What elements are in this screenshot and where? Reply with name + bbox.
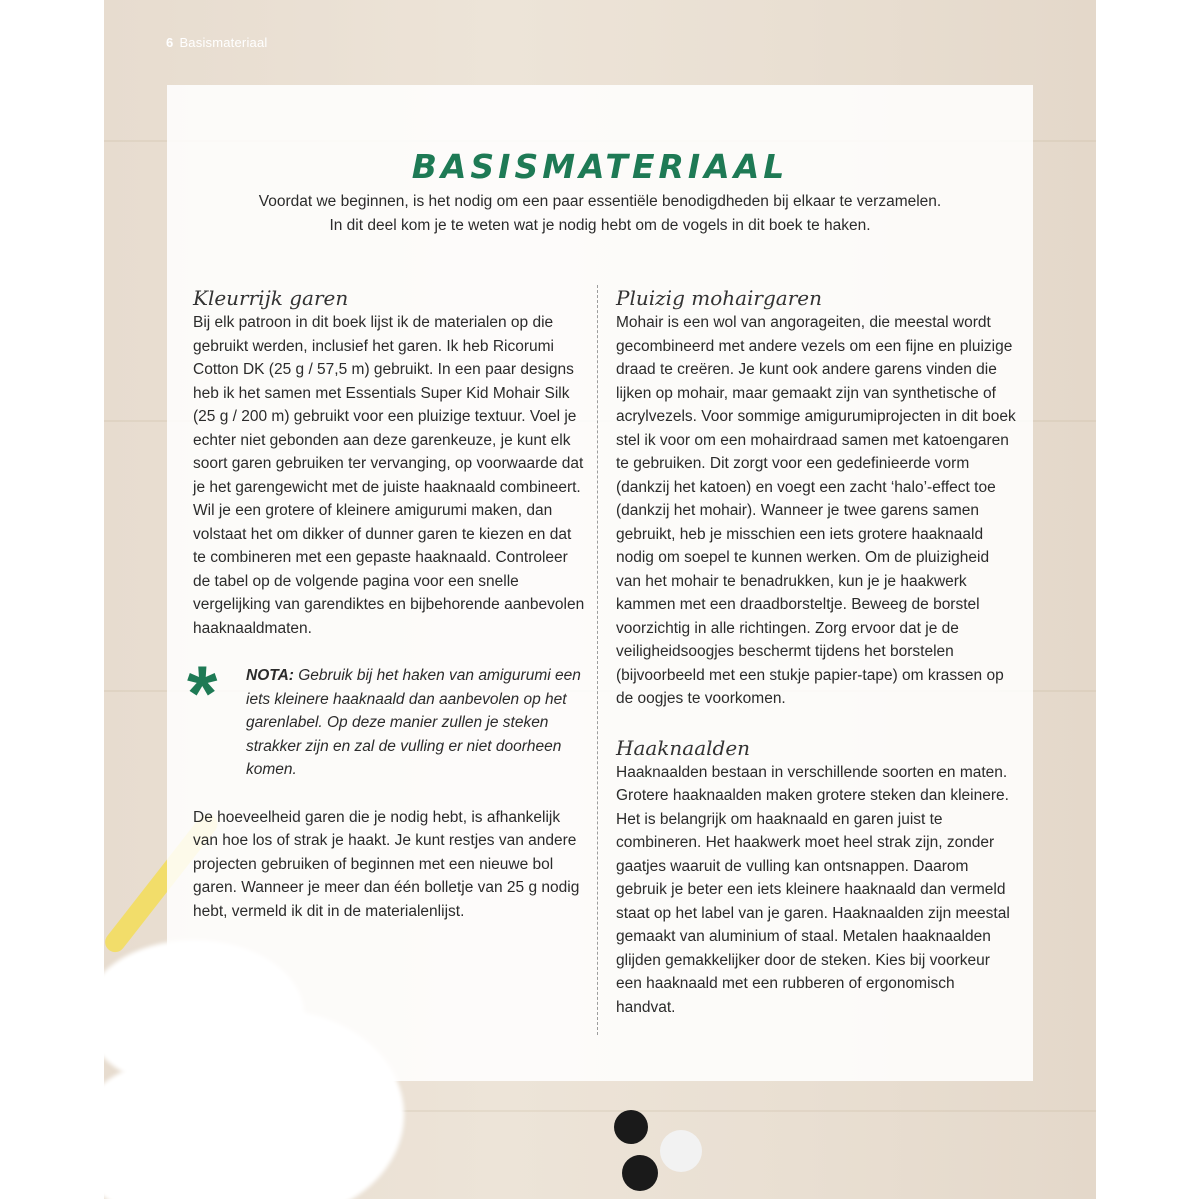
- asterisk-icon: *: [187, 649, 218, 737]
- page-number: 6: [166, 35, 174, 50]
- safety-eye-decoration: [614, 1110, 648, 1144]
- note-box: [187, 649, 588, 782]
- intro-line: In dit deel kom je te weten wat je nodig hebt om de vogels in dit boek te haken.: [329, 217, 871, 234]
- left-column: [187, 285, 588, 923]
- note-label: NOTA:: [246, 667, 294, 684]
- body-paragraph: Haaknaalden bestaan in verschillende soorten en maten. Grotere haaknaalden maken grotere steken dan kleinere. Het is belangrijk om haaknaald en garen juist te combineren. Het haakwerk moet heel strak zijn, zonder gaatjes waaruit de vulling kan ontsnappen. Daarom gebruik je beter een iets kleinere haaknaald dan vermeld staat op het label van je garen. Haaknaalden zijn meestal gemaakt van aluminium of staal. Metalen haaknaalden glijden gemakkelijker door de steken. Kies bij voorkeur een haaknaald met een rubberen of ergonomisch handvat.: [616, 763, 1010, 1016]
- body-paragraph: Bij elk patroon in dit boek lijst ik de materialen op die gebruikt werden, inclusief het garen. Ik heb Ricorumi Cotton DK (25 g / 57,5 m) gebruikt. In een paar designs heb ik het samen met Essentials Super Kid Mohair Silk (25 g / 200 m) gebruikt voor een pluizige textuur. Voel je echter niet gebonden aan deze garenkeuze, je kunt elk soort garen gebruiken ter vervanging, op voorwaarde dat je het garengewicht met de juiste haaknaald combineert. Wil je een grotere of kleinere amigurumi maken, dan volstaat het om dikker of dunner garen te kiezen en dat te combineren met een gepaste haaknaald. Controleer de tabel op de volgende pagina voor een snelle vergelijking van garendiktes en bijbehorende aanbevolen haaknaaldmaten.: [193, 314, 585, 637]
- section-heading-haaknaalden: Haaknaalden: [616, 735, 751, 760]
- intro-line: Voordat we beginnen, is het nodig om een paar essentiële benodigdheden bij elkaar te verzamelen.: [258, 193, 942, 210]
- running-header: [166, 35, 268, 50]
- safety-eye-decoration: [622, 1155, 658, 1191]
- right-column: [616, 285, 1016, 1019]
- column-divider: [597, 285, 598, 1035]
- section-name: Basismateriaal: [179, 35, 268, 50]
- book-page: [104, 0, 1096, 1199]
- intro-text: [167, 190, 1033, 238]
- body-paragraph: De hoeveelheid garen die je nodig hebt, is afhankelijk van hoe los of strak je haakt. Je kunt restjes van andere projecten gebruiken of beginnen met een nieuwe bol garen. Wanneer je meer dan één bolletje van 25 g nodig hebt, vermeld ik dit in de materialenlijst.: [193, 808, 580, 920]
- page-title: BASISMATERIAAL: [411, 147, 789, 186]
- section-heading-pluizig-mohairgaren: Pluizig mohairgaren: [616, 286, 822, 310]
- content-panel: [167, 85, 1033, 1081]
- safety-eye-washer-decoration: [660, 1130, 702, 1172]
- note-text: Gebruik bij het haken van amigurumi een iets kleinere haaknaald dan aanbevolen op het garenlabel. Op deze manier zullen je steken strakker zijn en zal de vulling er niet doorheen komen.: [246, 667, 581, 778]
- section-heading-kleurrijk-garen: Kleurrijk garen: [193, 286, 349, 310]
- body-paragraph: Mohair is een wol van angorageiten, die meestal wordt gecombineerd met andere vezels om een fijne en pluizige draad te creëren. Je kunt ook andere garens vinden die lijken op mohair, maar gemaakt zijn van synthetische of acrylvezels. Voor sommige amigurumiprojecten in dit boek stel ik voor om een mohairdraad samen met katoengaren te gebruiken. Dit zorgt voor een gedefinieerde vorm (dankzij het katoen) en voegt een zacht ‘halo’-effect toe (dankzij het mohair). Wanneer je twee garens samen gebruikt, heb je misschien een iets grotere haaknaald nodig om soepel te kunnen werken. Om de pluizigheid van het mohair te benadrukken, kun je je haakwerk kammen met een draadborsteltje. Beweeg de borstel voorzichtig in alle richtingen. Zorg ervoor dat je de veiligheidsoogjes beschermt tijdens het borstelen (bijvoorbeeld met een stukje papier-tape) om krassen op de oogjes te voorkomen.: [616, 314, 1016, 707]
